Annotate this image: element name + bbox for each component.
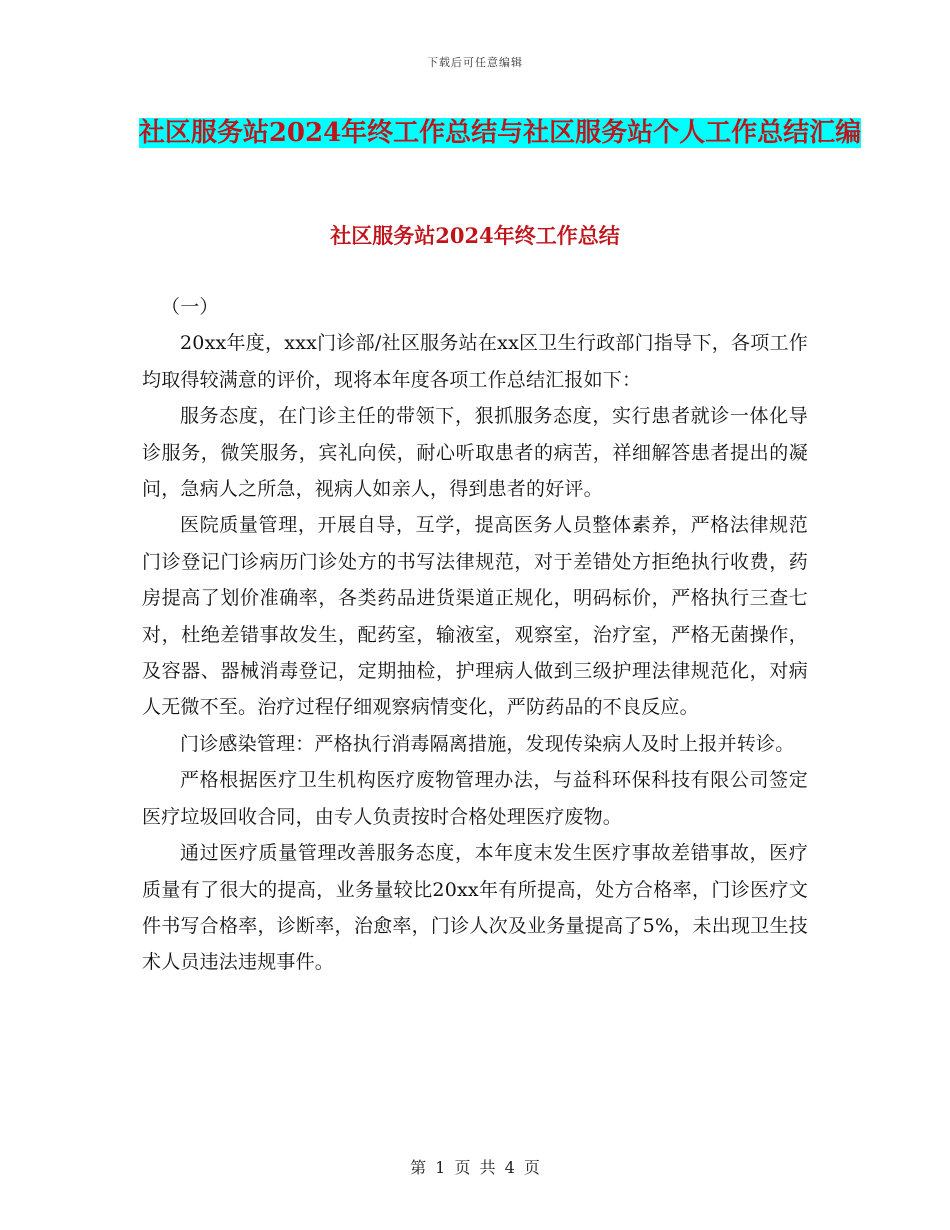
paragraph-results: 通过医疗质量管理改善服务态度，本年度末发生医疗事故差错事故，医疗质量有了很大的提高，业务量较比20xx年有所提高，处方合格率，门诊医疗文件书写合格率，诊断率，治愈率，门诊人次及业务量提高了5%，未出现卫生技术人员违法违规事件。 (142, 842, 808, 974)
page-footer: 第 1 页 共 4 页 (410, 1158, 540, 1177)
body-text (142, 289, 808, 981)
section-title: 社区服务站2024年终工作总结 (330, 223, 620, 248)
paragraph-intro: 20xx年度，xxx门诊部/社区服务站在xx区卫生行政部门指导下，各项工作均取得较满意的评价，现将本年度各项工作总结汇报如下： (142, 332, 808, 391)
paragraph-infection-control: 门诊感染管理：严格执行消毒隔离措施，发现传染病人及时上报并转诊。 (180, 732, 795, 755)
paragraph-service-attitude: 服务态度，在门诊主任的带领下，狠抓服务态度，实行患者就诊一体化导诊服务，微笑服务，宾礼向侯，耐心听取患者的病苦，祥细解答患者提出的凝问，急病人之所急，视病人如亲人，得到患者的好评。 (142, 405, 808, 501)
paragraph-medical-waste: 严格根据医疗卫生机构医疗废物管理办法，与益科环保科技有限公司签定医疗垃圾回收合同，由专人负责按时合格处理医疗废物。 (142, 769, 808, 828)
paragraph-quality-management: 医院质量管理，开展自导，互学，提高医务人员整体素养，严格法律规范门诊登记门诊病历门诊处方的书写法律规范，对于差错处方拒绝执行收费，药房提高了划价准确率，各类药品进货渠道正规化，明码标价，严格执行三查七对，杜绝差错事故发生，配药室，输液室，观察室，治疗室，严格无菌操作，及容器、器械消毒登记，定期抽检，护理病人做到三级护理法律规范化，对病人无微不至。治疗过程仔细观察病情变化，严防药品的不良反应。 (142, 514, 808, 719)
header-note: 下载后可任意编辑 (427, 56, 523, 69)
main-title (120, 112, 880, 155)
section-marker: （一） (161, 296, 219, 318)
main-title-text: 社区服务站2024年终工作总结与社区服务站个人工作总结汇编 (138, 118, 862, 148)
